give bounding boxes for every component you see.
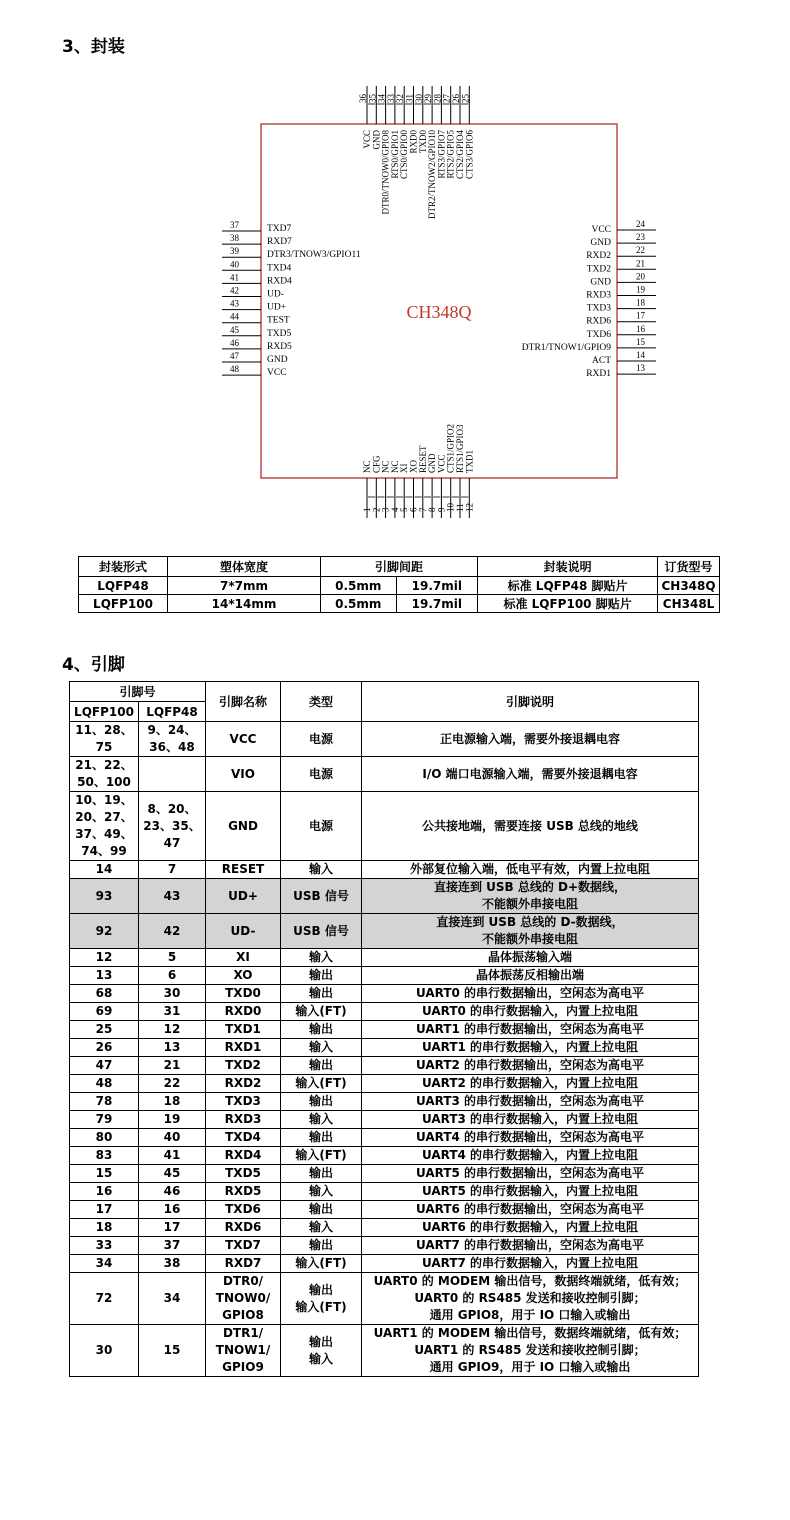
pin-label: CTS0/GPIO0 — [399, 130, 410, 180]
pin-name-cell: RXD6 — [206, 1219, 281, 1237]
pin-lqfp100-cell: 48 — [70, 1075, 139, 1093]
pin-type-cell: USB 信号 — [281, 914, 362, 949]
pin-number: 8 — [427, 507, 438, 512]
pin-type-cell: 输出 输入 — [281, 1325, 362, 1377]
pin-label: VCC — [267, 368, 287, 379]
pin-label: UD+ — [267, 302, 287, 313]
pin-name-cell: XI — [206, 949, 281, 967]
pin-desc-cell: UART4 的串行数据输出，空闲态为高电平 — [362, 1129, 699, 1147]
pin-number: 9 — [436, 507, 447, 512]
pin-lqfp100-cell: 93 — [70, 879, 139, 914]
pin-desc-cell: UART6 的串行数据输出，空闲态为高电平 — [362, 1201, 699, 1219]
pin-lqfp100-cell: 12 — [70, 949, 139, 967]
pin-desc-cell: UART7 的串行数据输入，内置上拉电阻 — [362, 1255, 699, 1273]
pin-lqfp48-cell: 21 — [139, 1057, 206, 1075]
pin-number: 30 — [413, 94, 424, 103]
pin-label: CFG — [371, 455, 382, 473]
pin-number: 24 — [636, 219, 645, 229]
pin-desc-cell: I/O 端口电源输入端，需要外接退耦电容 — [362, 757, 699, 792]
table-row — [70, 1183, 699, 1201]
pin-desc-cell: UART4 的串行数据输入，内置上拉电阻 — [362, 1147, 699, 1165]
pin-lqfp100-cell: 18 — [70, 1219, 139, 1237]
header-type: 类型 — [281, 682, 362, 722]
pin-lqfp100-cell: 26 — [70, 1039, 139, 1057]
pin-number: 7 — [417, 507, 428, 512]
pin-label: TEST — [267, 315, 290, 326]
pin-number: 15 — [636, 336, 645, 347]
pin-number: 20 — [636, 271, 645, 282]
pin-number: 34 — [376, 94, 387, 103]
pin-number: 17 — [636, 310, 645, 321]
pin-desc-cell: UART1 的串行数据输入，内置上拉电阻 — [362, 1039, 699, 1057]
header-lqfp48: LQFP48 — [139, 702, 206, 722]
table-row — [70, 1147, 699, 1165]
pin-label: RXD4 — [267, 276, 292, 287]
package-cell: 14*14mm — [168, 595, 321, 613]
table-row — [70, 879, 699, 914]
pin-desc-cell: UART6 的串行数据输入，内置上拉电阻 — [362, 1219, 699, 1237]
pin-name-cell: VCC — [206, 722, 281, 757]
table-row — [70, 1325, 699, 1377]
pin-type-cell: 输出 — [281, 985, 362, 1003]
pin-lqfp100-cell: 34 — [70, 1255, 139, 1273]
pin-label: GND — [267, 355, 288, 365]
pin-number: 4 — [389, 507, 400, 512]
pin-type-cell: 输入 — [281, 1039, 362, 1057]
table-row — [70, 1219, 699, 1237]
pin-label: TXD4 — [267, 263, 292, 274]
pin-number: 48 — [230, 364, 239, 375]
table-row — [70, 1021, 699, 1039]
pin-desc-cell: 正电源输入端，需要外接退耦电容 — [362, 722, 699, 757]
pin-name-cell: TXD6 — [206, 1201, 281, 1219]
pin-desc-cell: UART2 的串行数据输入，内置上拉电阻 — [362, 1075, 699, 1093]
pin-lqfp100-cell: 16 — [70, 1183, 139, 1201]
pin-number: 2 — [371, 507, 382, 512]
package-cell: LQFP100 — [79, 595, 168, 613]
pin-number: 5 — [399, 507, 410, 512]
pin-number: 25 — [460, 94, 471, 103]
table-row — [70, 1201, 699, 1219]
pin-lqfp48-cell: 19 — [139, 1111, 206, 1129]
pin-number: 22 — [636, 245, 645, 256]
pin-number: 40 — [230, 259, 239, 270]
pin-name-cell: TXD3 — [206, 1093, 281, 1111]
pin-number: 33 — [385, 94, 396, 103]
pin-type-cell: 输入(FT) — [281, 1003, 362, 1021]
pin-label: XI — [399, 463, 410, 473]
header-pin-desc: 引脚说明 — [362, 682, 699, 722]
pin-name-cell: TXD4 — [206, 1129, 281, 1147]
pin-type-cell: 输出 — [281, 1129, 362, 1147]
pin-label: VCC — [362, 130, 372, 149]
pin-number: 6 — [408, 507, 419, 512]
package-cell: 标准 LQFP48 脚贴片 — [478, 577, 658, 595]
pin-desc-cell: UART1 的 MODEM 输出信号，数据终端就绪，低有效； UART1 的 RS485 发送和接收控制引脚； 通用 GPIO9，用于 IO 口输入或输出 — [362, 1325, 699, 1377]
table-row — [70, 1003, 699, 1021]
pin-lqfp48-cell: 15 — [139, 1325, 206, 1377]
pin-label: RTS0/GPIO1 — [389, 130, 400, 179]
pin-label: DTR2/TNOW2/GPIO10 — [427, 129, 438, 219]
pin-label: TXD3 — [586, 303, 611, 314]
pin-lqfp48-cell: 17 — [139, 1219, 206, 1237]
pin-number: 10 — [445, 503, 456, 512]
pin-lqfp48-cell: 38 — [139, 1255, 206, 1273]
pin-type-cell: 输出 — [281, 1057, 362, 1075]
pin-desc-cell: 直接连到 USB 总线的 D-数据线， 不能额外串接电阻 — [362, 914, 699, 949]
pin-label: RXD1 — [586, 369, 611, 380]
pin-label: TXD5 — [267, 328, 292, 339]
pin-number: 26 — [451, 94, 461, 103]
pin-lqfp100-cell: 78 — [70, 1093, 139, 1111]
pin-label: XO — [408, 460, 419, 473]
pin-lqfp48-cell: 16 — [139, 1201, 206, 1219]
pin-name-cell: TXD0 — [206, 985, 281, 1003]
pin-lqfp100-cell: 33 — [70, 1237, 139, 1255]
pin-lqfp48-cell: 40 — [139, 1129, 206, 1147]
pin-lqfp48-cell: 13 — [139, 1039, 206, 1057]
pin-desc-cell: UART0 的串行数据输入，内置上拉电阻 — [362, 1003, 699, 1021]
pin-label: GND — [371, 130, 382, 150]
table-row — [70, 861, 699, 879]
pin-number: 21 — [636, 258, 645, 269]
pin-type-cell: 输出 — [281, 1021, 362, 1039]
package-cell: CH348Q — [658, 577, 720, 595]
pin-number: 35 — [367, 94, 378, 103]
table-row — [70, 1039, 699, 1057]
pin-type-cell: 输入(FT) — [281, 1075, 362, 1093]
table-row — [70, 1093, 699, 1111]
pin-desc-cell: UART3 的串行数据输出，空闲态为高电平 — [362, 1093, 699, 1111]
table-row — [70, 1057, 699, 1075]
pin-label: CTS1/GPIO2 — [445, 423, 456, 473]
pin-label: RXD6 — [586, 316, 611, 327]
table-row — [70, 949, 699, 967]
package-cell: 7*7mm — [168, 577, 321, 595]
package-table — [78, 556, 720, 613]
pin-type-cell: 电源 — [281, 792, 362, 861]
pin-desc-cell: 公共接地端，需要连接 USB 总线的地线 — [362, 792, 699, 861]
pin-name-cell: RXD2 — [206, 1075, 281, 1093]
pin-name-cell: RXD3 — [206, 1111, 281, 1129]
pin-type-cell: 输入 — [281, 1183, 362, 1201]
pin-name-cell: UD- — [206, 914, 281, 949]
pin-label: GND — [590, 238, 611, 249]
pin-label: VCC — [436, 454, 447, 473]
pin-number: 44 — [230, 311, 239, 322]
pin-label: NC — [380, 460, 391, 473]
table-row — [70, 792, 699, 861]
pin-number: 18 — [636, 297, 645, 308]
pin-name-cell: TXD5 — [206, 1165, 281, 1183]
pin-name-cell: UD+ — [206, 879, 281, 914]
pin-lqfp100-cell: 68 — [70, 985, 139, 1003]
pin-lqfp48-cell: 31 — [139, 1003, 206, 1021]
pin-lqfp100-cell: 79 — [70, 1111, 139, 1129]
pin-desc-cell: UART2 的串行数据输出，空闲态为高电平 — [362, 1057, 699, 1075]
pin-lqfp48-cell: 30 — [139, 985, 206, 1003]
pin-type-cell: 输入 — [281, 1111, 362, 1129]
pin-name-cell: VIO — [206, 757, 281, 792]
table-row — [70, 967, 699, 985]
table-row — [70, 985, 699, 1003]
pin-label: RTS1/GPIO3 — [455, 424, 465, 473]
pin-table — [69, 681, 699, 1377]
pin-name-cell: DTR1/ TNOW1/ GPIO9 — [206, 1325, 281, 1377]
pin-lqfp100-cell: 15 — [70, 1165, 139, 1183]
pin-label: TXD6 — [586, 329, 611, 340]
pin-lqfp100-cell: 13 — [70, 967, 139, 985]
pin-lqfp100-cell: 10、19、 20、27、 37、49、 74、99 — [70, 792, 139, 861]
table-row — [70, 722, 699, 757]
pin-label: DTR1/TNOW1/GPIO9 — [521, 342, 611, 353]
pin-number: 11 — [455, 503, 465, 512]
pin-desc-cell: UART0 的串行数据输出，空闲态为高电平 — [362, 985, 699, 1003]
pin-lqfp48-cell: 9、24、 36、48 — [139, 722, 206, 757]
pin-name-cell: DTR0/ TNOW0/ GPIO8 — [206, 1273, 281, 1325]
pin-number: 39 — [230, 246, 239, 257]
pin-label: NC — [362, 460, 372, 473]
pin-desc-cell: UART0 的 MODEM 输出信号，数据终端就绪，低有效； UART0 的 RS485 发送和接收控制引脚； 通用 GPIO8，用于 IO 口输入或输出 — [362, 1273, 699, 1325]
pin-lqfp100-cell: 14 — [70, 861, 139, 879]
pin-label: NC — [389, 460, 400, 473]
package-cell: CH348L — [658, 595, 720, 613]
pin-label: RXD3 — [586, 290, 611, 301]
section-heading-package: 3、封装 — [62, 37, 125, 57]
pin-name-cell: RXD5 — [206, 1183, 281, 1201]
pin-label: RXD5 — [267, 341, 292, 352]
pin-type-cell: 输入 — [281, 861, 362, 879]
pin-label: UD- — [267, 289, 284, 300]
pin-type-cell: 输出 输入(FT) — [281, 1273, 362, 1325]
pin-name-cell: TXD2 — [206, 1057, 281, 1075]
pin-desc-cell: UART5 的串行数据输出，空闲态为高电平 — [362, 1165, 699, 1183]
table-row — [70, 1075, 699, 1093]
pin-lqfp48-cell: 6 — [139, 967, 206, 985]
pin-number: 31 — [404, 94, 415, 103]
header-package-desc: 封装说明 — [478, 557, 658, 577]
pin-lqfp48-cell: 42 — [139, 914, 206, 949]
pin-type-cell: 输入(FT) — [281, 1255, 362, 1273]
pin-lqfp100-cell: 69 — [70, 1003, 139, 1021]
pin-label: TXD2 — [586, 264, 611, 275]
pin-label: TXD7 — [267, 224, 292, 234]
pin-number: 47 — [230, 351, 239, 361]
pin-number: 13 — [636, 363, 645, 374]
pin-number: 1 — [362, 507, 372, 512]
pin-lqfp48-cell: 12 — [139, 1021, 206, 1039]
pin-lqfp48-cell: 34 — [139, 1273, 206, 1325]
pin-type-cell: 输出 — [281, 967, 362, 985]
pin-number: 32 — [395, 94, 406, 103]
pin-lqfp100-cell: 17 — [70, 1201, 139, 1219]
package-cell: LQFP48 — [79, 577, 168, 595]
header-pin-no: 引脚号 — [70, 682, 206, 702]
pin-type-cell: 输出 — [281, 1165, 362, 1183]
pin-number: 29 — [423, 94, 434, 103]
pin-desc-cell: 外部复位输入端，低电平有效，内置上拉电阻 — [362, 861, 699, 879]
pin-lqfp48-cell: 43 — [139, 879, 206, 914]
pin-label: GND — [590, 277, 611, 288]
chip-pinout-diagram — [0, 0, 790, 540]
pin-label: CTS2/GPIO4 — [455, 130, 465, 180]
pin-lqfp100-cell: 92 — [70, 914, 139, 949]
pin-number: 46 — [230, 337, 239, 348]
pin-label: RXD0 — [408, 130, 419, 154]
pin-label: RXD2 — [586, 251, 611, 262]
pin-name-cell: GND — [206, 792, 281, 861]
pin-number: 43 — [230, 298, 239, 309]
pin-label: RTS3/GPIO7 — [436, 130, 447, 179]
pin-desc-cell: 晶体振荡反相输出端 — [362, 967, 699, 985]
pin-lqfp100-cell: 25 — [70, 1021, 139, 1039]
pin-number: 27 — [441, 94, 452, 103]
pin-number: 23 — [636, 232, 645, 243]
pin-lqfp48-cell: 5 — [139, 949, 206, 967]
pin-type-cell: 输出 — [281, 1093, 362, 1111]
table-row — [70, 1165, 699, 1183]
section-heading-pins: 4、引脚 — [62, 655, 125, 675]
table-row — [70, 1273, 699, 1325]
package-row — [79, 595, 720, 613]
package-row — [79, 577, 720, 595]
pin-name-cell: RESET — [206, 861, 281, 879]
pin-lqfp100-cell: 30 — [70, 1325, 139, 1377]
header-pin-pitch: 引脚间距 — [321, 557, 478, 577]
table-row — [70, 1255, 699, 1273]
pin-number: 38 — [230, 233, 239, 244]
pin-desc-cell: 晶体振荡输入端 — [362, 949, 699, 967]
pin-name-cell: XO — [206, 967, 281, 985]
pin-lqfp100-cell: 47 — [70, 1057, 139, 1075]
pin-lqfp48-cell: 37 — [139, 1237, 206, 1255]
pin-number: 36 — [358, 94, 368, 103]
pin-number: 45 — [230, 324, 239, 335]
header-lqfp100: LQFP100 — [70, 702, 139, 722]
pin-label: RXD7 — [267, 237, 292, 248]
pin-lqfp100-cell: 83 — [70, 1147, 139, 1165]
pin-lqfp48-cell: 18 — [139, 1093, 206, 1111]
package-cell: 0.5mm — [321, 595, 397, 613]
pin-label: ACT — [592, 356, 611, 366]
pin-number: 19 — [636, 284, 645, 295]
pin-type-cell: 电源 — [281, 757, 362, 792]
header-pin-name: 引脚名称 — [206, 682, 281, 722]
pin-name-cell: RXD1 — [206, 1039, 281, 1057]
pin-type-cell: 输出 — [281, 1201, 362, 1219]
pin-name-cell: TXD1 — [206, 1021, 281, 1039]
pin-type-cell: 输出 — [281, 1237, 362, 1255]
pin-lqfp100-cell: 80 — [70, 1129, 139, 1147]
pin-name-cell: TXD7 — [206, 1237, 281, 1255]
header-body-width: 塑体宽度 — [168, 557, 321, 577]
pin-label: DTR3/TNOW3/GPIO11 — [267, 250, 361, 261]
pin-number: 3 — [380, 507, 391, 512]
header-order-model: 订货型号 — [658, 557, 720, 577]
pin-name-cell: RXD7 — [206, 1255, 281, 1273]
pin-lqfp48-cell: 41 — [139, 1147, 206, 1165]
pin-desc-cell: 直接连到 USB 总线的 D+数据线， 不能额外串接电阻 — [362, 879, 699, 914]
pin-label: TXD0 — [417, 130, 428, 153]
table-row — [70, 1237, 699, 1255]
pin-label: GND — [427, 453, 438, 473]
pin-type-cell: 输入 — [281, 949, 362, 967]
header-package-form: 封装形式 — [79, 557, 168, 577]
pin-lqfp48-cell: 22 — [139, 1075, 206, 1093]
pin-lqfp48-cell: 8、20、 23、35、 47 — [139, 792, 206, 861]
pin-name-cell: RXD0 — [206, 1003, 281, 1021]
pin-name-cell: RXD4 — [206, 1147, 281, 1165]
pin-label: DTR0/TNOW0/GPIO8 — [380, 130, 391, 215]
pin-type-cell: 电源 — [281, 722, 362, 757]
pin-lqfp100-cell: 21、22、 50、100 — [70, 757, 139, 792]
package-cell: 19.7mil — [396, 577, 478, 595]
pin-label: RESET — [417, 445, 428, 473]
pin-type-cell: USB 信号 — [281, 879, 362, 914]
pin-lqfp48-cell: 7 — [139, 861, 206, 879]
pin-number: 16 — [636, 323, 645, 334]
chip-name: CH348Q — [406, 302, 472, 322]
pin-desc-cell: UART5 的串行数据输入，内置上拉电阻 — [362, 1183, 699, 1201]
package-cell: 19.7mil — [396, 595, 478, 613]
pin-number: 14 — [636, 350, 645, 360]
pin-label: VCC — [591, 225, 611, 235]
pin-lqfp48-cell: 45 — [139, 1165, 206, 1183]
pin-number: 28 — [432, 94, 443, 103]
pin-lqfp100-cell: 72 — [70, 1273, 139, 1325]
pin-label: TXD1 — [464, 450, 475, 473]
pin-number: 12 — [464, 503, 475, 512]
package-cell: 标准 LQFP100 脚贴片 — [478, 595, 658, 613]
pin-lqfp48-cell — [139, 757, 206, 792]
pin-number: 41 — [230, 272, 239, 283]
table-row — [70, 914, 699, 949]
pin-number: 42 — [230, 285, 239, 296]
pin-desc-cell: UART1 的串行数据输出，空闲态为高电平 — [362, 1021, 699, 1039]
pin-type-cell: 输入 — [281, 1219, 362, 1237]
pin-type-cell: 输入(FT) — [281, 1147, 362, 1165]
pin-number: 37 — [230, 220, 239, 230]
table-row — [70, 757, 699, 792]
table-row — [70, 1111, 699, 1129]
table-row — [70, 1129, 699, 1147]
pin-lqfp48-cell: 46 — [139, 1183, 206, 1201]
pin-label: RTS2/GPIO5 — [445, 130, 456, 179]
pin-desc-cell: UART7 的串行数据输出，空闲态为高电平 — [362, 1237, 699, 1255]
package-cell: 0.5mm — [321, 577, 397, 595]
pin-desc-cell: UART3 的串行数据输入，内置上拉电阻 — [362, 1111, 699, 1129]
pin-lqfp100-cell: 11、28、 75 — [70, 722, 139, 757]
pin-label: CTS3/GPIO6 — [464, 130, 475, 180]
